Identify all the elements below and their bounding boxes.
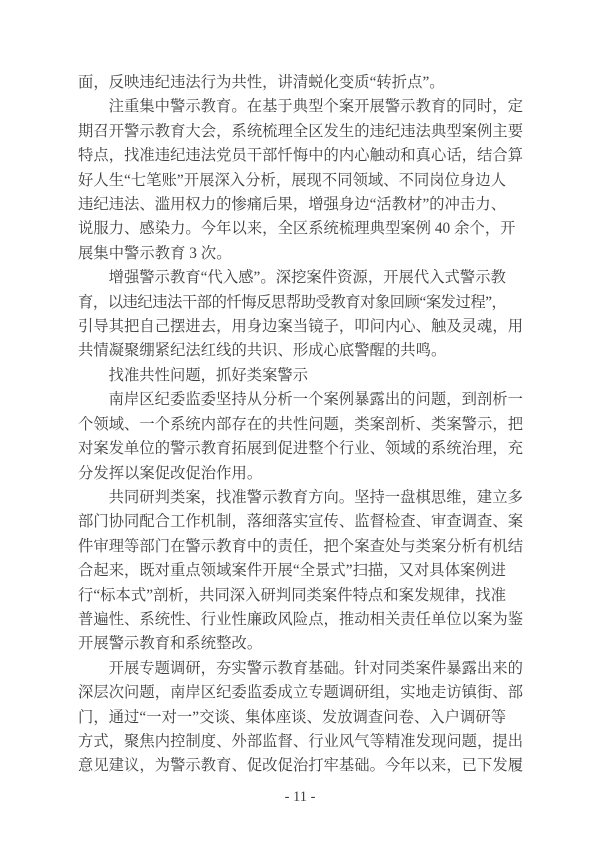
text-line: 开展专题调研，夯实警示教育基础。针对同类案件暴露出来的 xyxy=(108,659,523,677)
text-line: 对案发单位的警示教育拓展到促进整个行业、领域的系统治理，充 xyxy=(78,440,524,458)
page-number: - 11 - xyxy=(284,789,316,805)
text-line: 注重集中警示教育。在基于典型个案开展警示教育的同时，定 xyxy=(108,98,523,116)
document-body xyxy=(78,71,524,779)
text-line: 普遍性、系统性、行业性廉政风险点，推动相关责任单位以案为鉴 xyxy=(78,610,524,628)
text-line: 南岸区纪委监委坚持从分析一个案例暴露出的问题，到剖析一 xyxy=(108,391,523,409)
text-line: 违纪违法、滥用权力的惨痛后果，增强身边“活教材”的冲击力、 xyxy=(78,196,507,214)
text-line: 部门协同配合工作机制，落细落实宣传、监督检查、审查调查、案 xyxy=(78,513,524,531)
text-line: 期召开警示教育大会，系统梳理全区发生的违纪违法典型案例主要 xyxy=(78,122,524,140)
text-line: 件审理等部门在警示教育中的责任，把个案查处与类案分析有机结 xyxy=(78,537,524,555)
text-line: 特点，找准违纪违法党员干部忏悔中的内心触动和真心话，结合算 xyxy=(78,147,524,165)
text-line: 开展警示教育和系统整改。 xyxy=(78,635,263,653)
text-line: 深层次问题，南岸区纪委监委成立专题调研组，实地走访镇街、部 xyxy=(78,684,524,702)
text-line: 个领域、一个系统内部存在的共性问题，类案剖析、类案警示，把 xyxy=(78,415,524,433)
text-line: 好人生“七笔账”开展深入分析，展现不同领域、不同岗位身边人 xyxy=(78,171,507,189)
text-line: 共同研判类案，找准警示教育方向。坚持一盘棋思维，建立多 xyxy=(108,488,523,506)
text-line: 方式，聚焦内控制度、外部监督、行业风气等精准发现问题，提出 xyxy=(78,732,524,750)
text-line: 说服力、感染力。今年以来，全区系统梳理典型案例 40 余个，开 xyxy=(78,220,516,238)
text-line: 面，反映违纪违法行为共性，讲清蜕化变质“转折点”。 xyxy=(78,74,445,91)
text-line: 门，通过“一对一”交谈、集体座谈、发放调查问卷、入户调研等 xyxy=(78,708,507,726)
text-line: 共情凝聚绷紧纪法红线的共识、形成心底警醒的共鸣。 xyxy=(78,342,447,360)
text-line: 分发挥以案促改促治作用。 xyxy=(78,464,263,482)
text-line: 合起来，既对重点领域案件开展“全景式”扫描，又对具体案例进 xyxy=(78,562,507,580)
text-line: 增强警示教育“代入感”。深挖案件资源，开展代入式警示教 xyxy=(108,269,506,287)
text-line: 找准共性问题，抓好类案警示 xyxy=(108,366,309,384)
text-line: 育，以违纪违法干部的忏悔反思帮助受教育对象回顾“案发过程”， xyxy=(78,293,507,311)
text-line: 展集中警示教育 3 次。 xyxy=(78,244,232,262)
text-line: 引导其把自己摆进去，用身边案当镜子，叩问内心、触及灵魂，用 xyxy=(78,318,524,336)
text-line: 意见建议，为警示教育、促改促治打牢基础。今年以来，已下发履 xyxy=(78,757,524,775)
text-line: 行“标本式”剖析，共同深入研判同类案件特点和案发规律，找准 xyxy=(78,586,507,604)
